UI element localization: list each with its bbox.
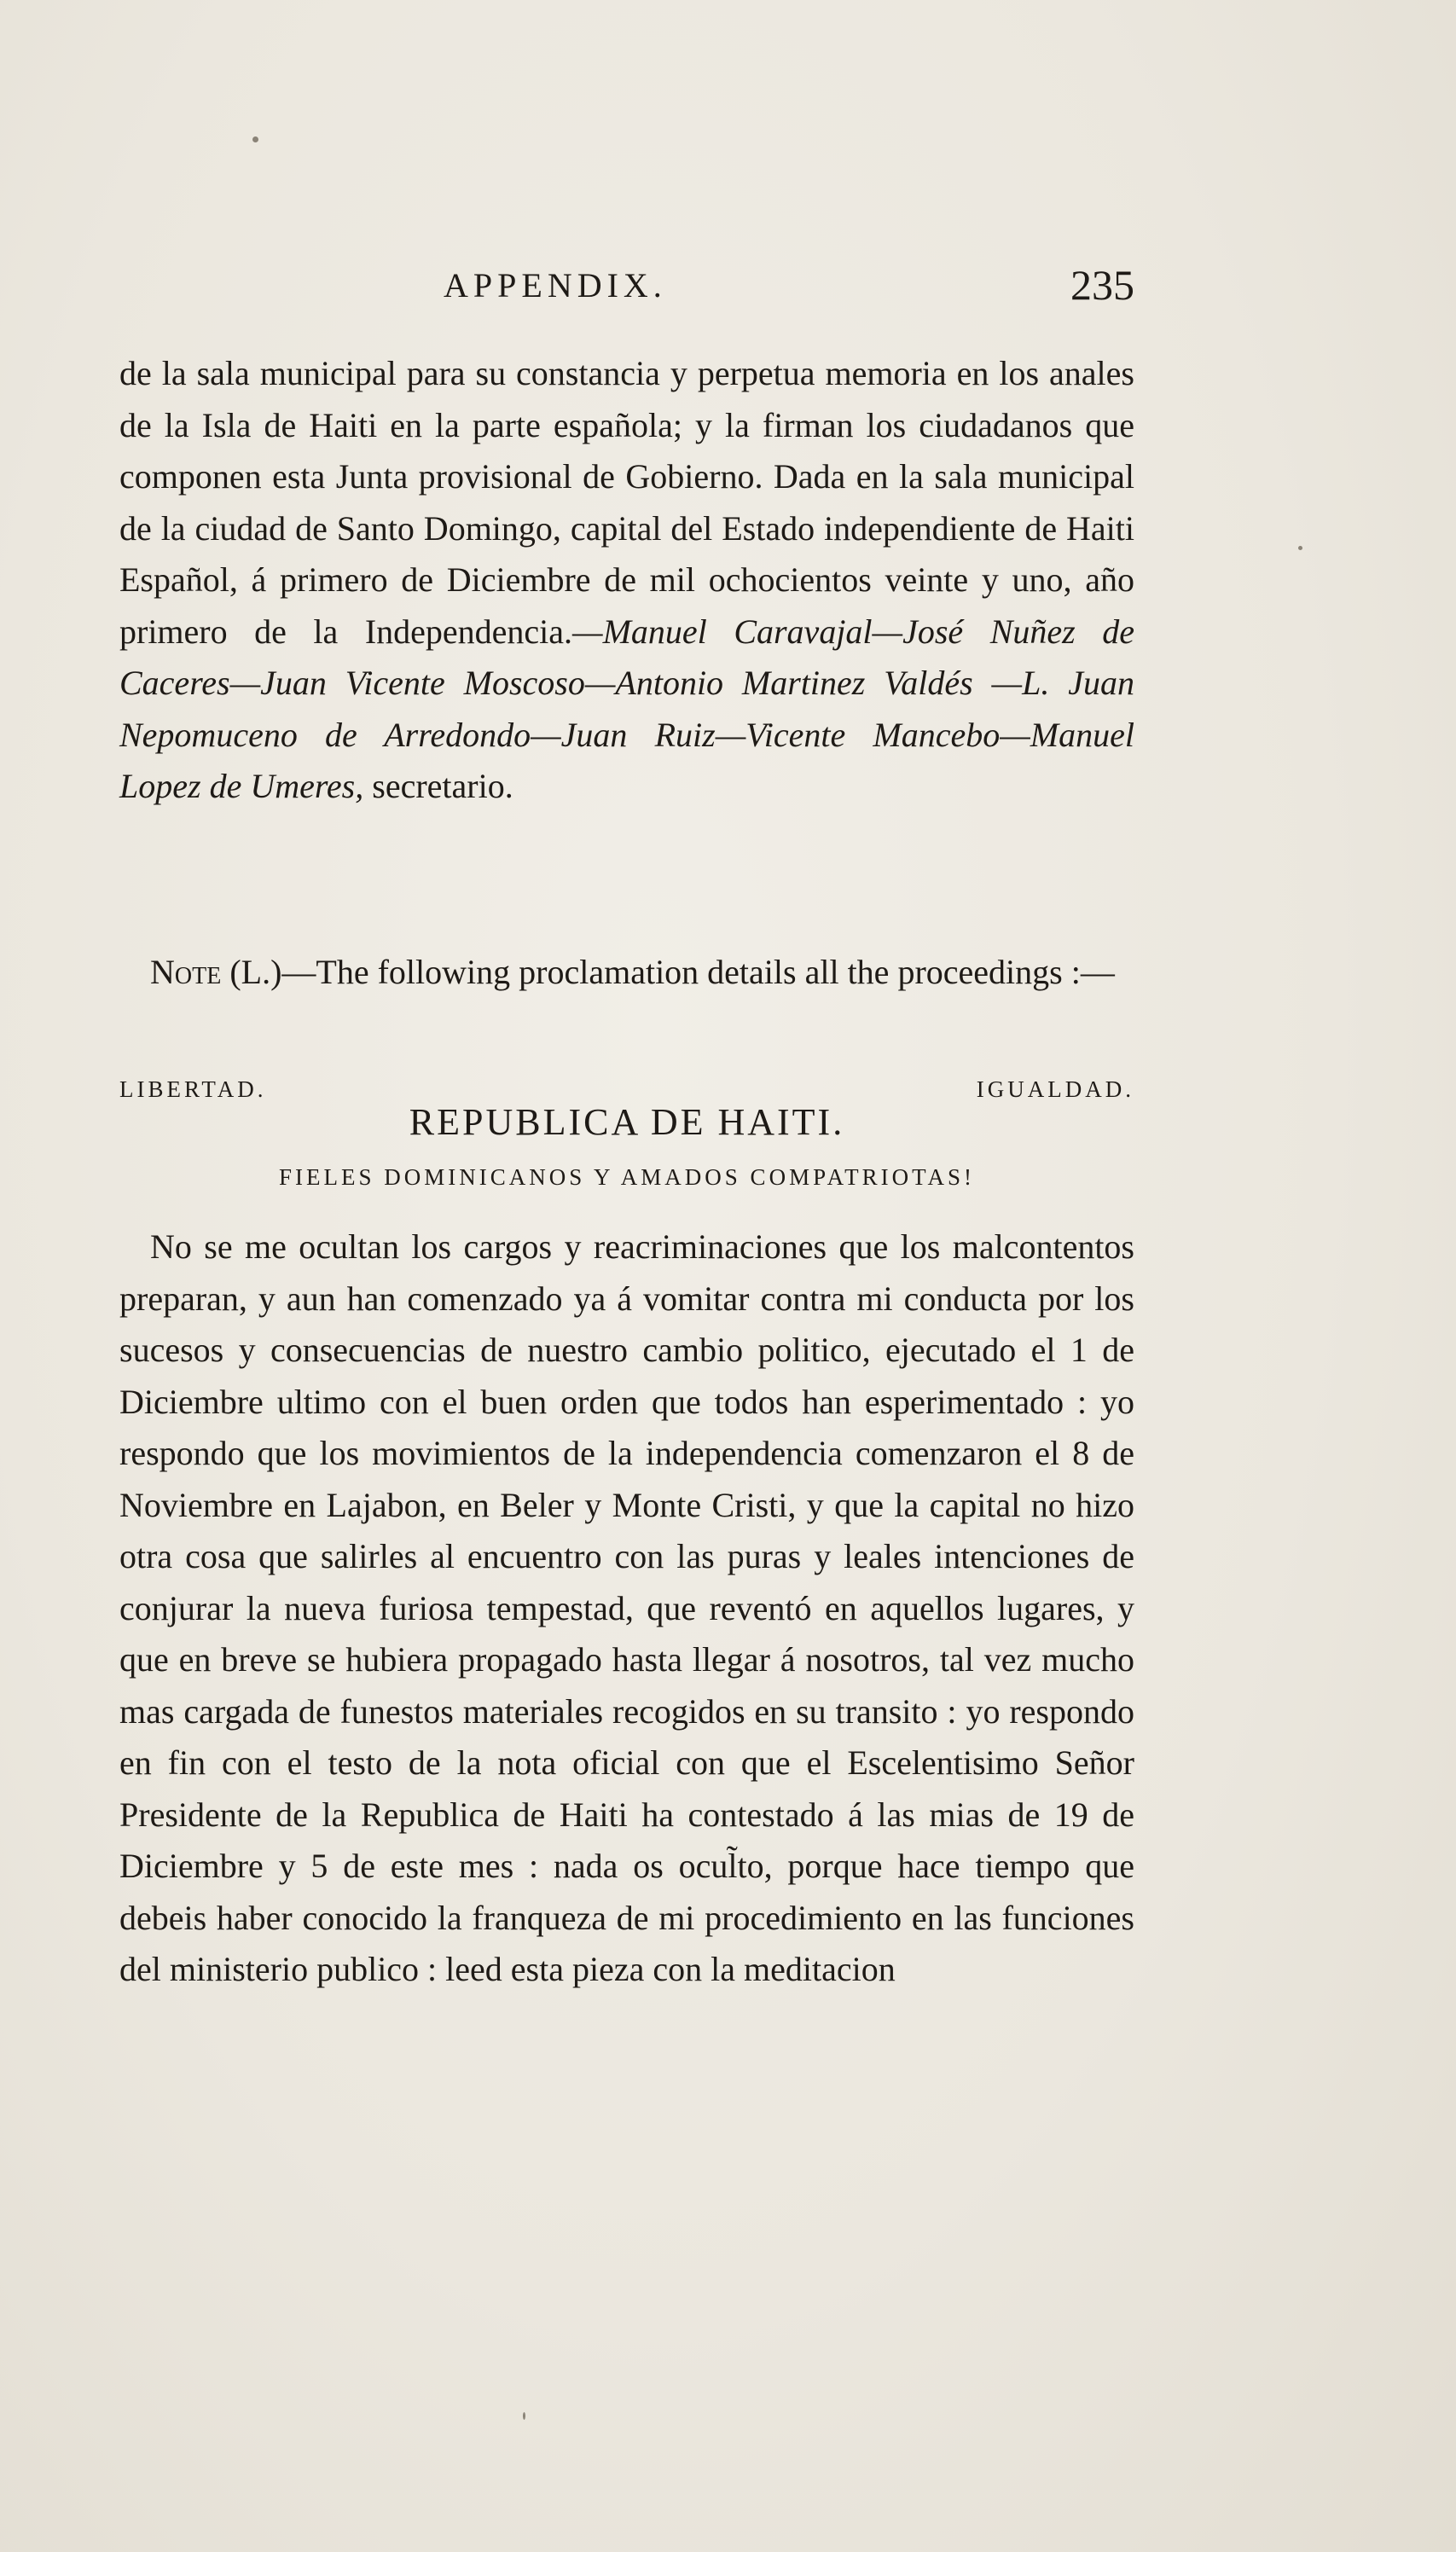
note-paragraph	[119, 947, 1134, 999]
paper-speck	[523, 2412, 525, 2420]
paper-speck	[252, 136, 258, 142]
paper-speck	[1298, 546, 1302, 550]
running-head: APPENDIX.	[444, 266, 667, 304]
junta-declaration-paragraph	[119, 348, 1134, 813]
page-header	[119, 260, 1134, 311]
page-number: 235	[1070, 261, 1134, 309]
proclamation-paragraph: No se me ocultan los cargos y reacriminaciones que los malcontentos preparan, y aun han comenzado ya á vomitar contra mi conducta por los sucesos y consecuencias de nuestro cambio politico, ejecutado el 1 de Diciembre ultimo con el buen orden que todos han esperimentado : yo respondo que los movimientos de la independencia comenzaron el 8 de Noviembre en Lajabon, en Beler y Monte Cristi, y que la capital no hizo otra cosa que salirles al encuentro con las puras y leales intenciones de conjurar la nueva furiosa tempestad, que reventó en aquellos lugares, y que en breve se hubiera propagado hasta llegar á nosotros, tal vez mucho mas cargada de funestos materiales recogidos en su transito : yo respondo en fin con el testo de la nota oficial con que el Escelentisimo Señor Presidente de la Republica de Haiti ha contestado á las mias de 19 de Diciembre y 5 de este mes : nada os ocul̃to, porque hace tiempo que debeis haber conocido la franqueza de mi procedimiento en las funciones del ministerio publico : leed esta pieza con la meditacion	[119, 1227, 1134, 1988]
proclamation-salutation: FIELES DOMINICANOS Y AMADOS COMPATRIOTAS!	[279, 1164, 975, 1190]
note-label: Note	[150, 953, 222, 991]
note-text: —The following proclamation details all the proceedings :—	[281, 953, 1115, 991]
declaration-text: de la sala municipal para su constancia y perpetua memoria en los anales de la Isla de Haiti en la parte española; y la firman los ciudadanos que componen esta Junta provisional de Gobierno. Dada en la sala municipal de la ciudad de Santo Domingo, capital del Estado independiente de Haiti Español, á primero de Diciembre de mil ochocientos veinte y uno, año primero de la Independencia.	[119, 354, 1134, 651]
signatories: —Manuel Caravajal—José Nuñez de Caceres—Juan Vicente Moscoso—Antonio Martinez Valdés —L. Juan Nepomuceno de Arredondo—Juan Ruiz—Vicente Mancebo—Manuel Lopez de Umeres,	[119, 612, 1134, 805]
motto-igualdad: IGUALDAD.	[976, 1076, 1134, 1102]
motto-libertad: LIBERTAD.	[119, 1076, 267, 1102]
proclamation-body	[119, 1221, 1134, 1996]
secretary-title: secretario.	[363, 767, 513, 805]
note-reference: (L.)	[221, 953, 282, 991]
proclamation-title: REPUBLICA DE HAITI.	[409, 1101, 845, 1143]
